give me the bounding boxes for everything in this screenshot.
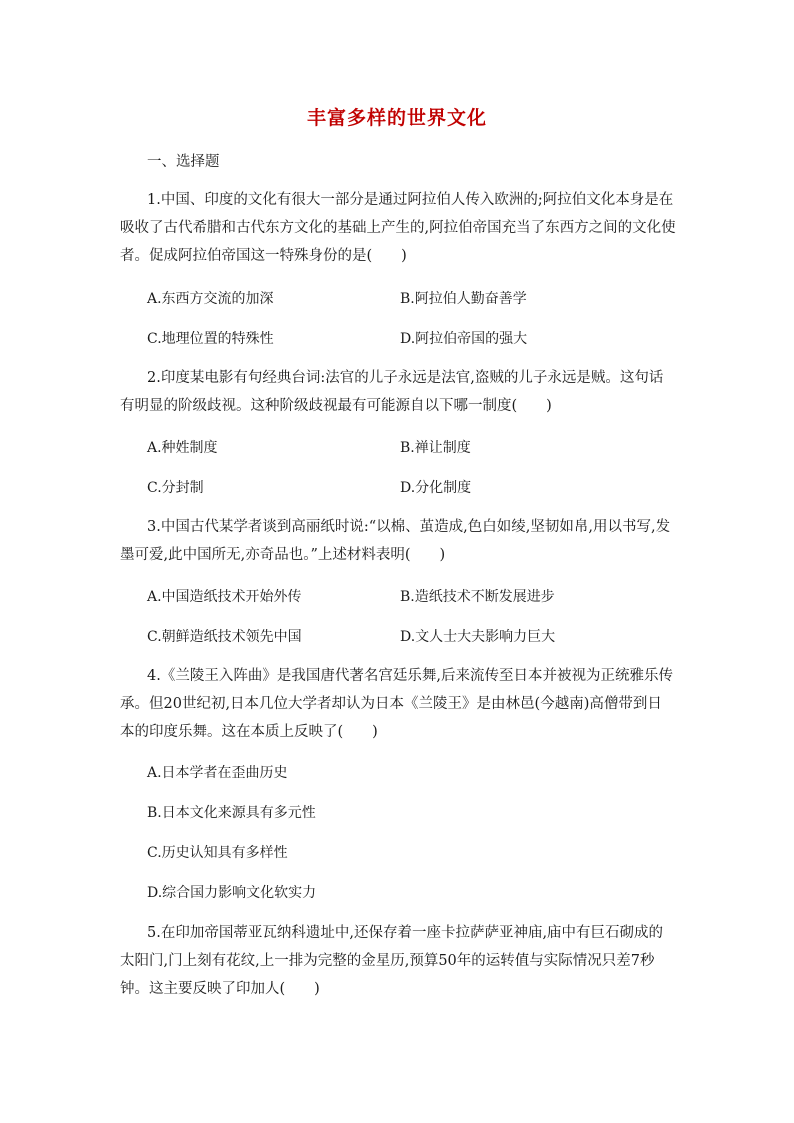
question-2-option-a: A.种姓制度 bbox=[147, 440, 218, 456]
question-1-option-a: A.东西方交流的加深 bbox=[147, 291, 274, 307]
question-4-option-d: D.综合国力影响文化软实力 bbox=[147, 885, 317, 901]
section-heading: 一、选择题 bbox=[147, 154, 220, 170]
question-4-stem: 4.《兰陵王入阵曲》是我国唐代著名宫廷乐舞,后来流传至日本并被视为正统雅乐传承。但20世纪初,日本几位大学者却认为日本《兰陵王》是由林邑(今越南)高僧带到日本的印度乐舞。这在本质上反映了( ) bbox=[120, 668, 673, 740]
question-3-stem: 3.中国古代某学者谈到高丽纸时说:“以棉、茧造成,色白如绫,坚韧如帛,用以书写,发墨可爱,此中国所无,亦奇品也。”上述材料表明( ) bbox=[120, 519, 671, 563]
question-4-option-a: A.日本学者在歪曲历史 bbox=[147, 765, 288, 781]
question-1-stem: 1.中国、印度的文化有很大一部分是通过阿拉伯人传入欧洲的;阿拉伯文化本身是在吸收了古代希腊和古代东方文化的基础上产生的,阿拉伯帝国充当了东西方之间的文化使者。促成阿拉伯帝国这一特殊身份的是( ) bbox=[120, 192, 676, 264]
question-3-option-d: D.文人士大夫影响力巨大 bbox=[400, 629, 556, 645]
question-3-option-c: C.朝鲜造纸技术领先中国 bbox=[147, 629, 302, 645]
question-1-option-d: D.阿拉伯帝国的强大 bbox=[400, 331, 528, 347]
question-2-option-d: D.分化制度 bbox=[400, 480, 472, 496]
document-title: 丰富多样的世界文化 bbox=[306, 107, 487, 129]
question-4-option-c: C.历史认知具有多样性 bbox=[147, 845, 288, 861]
question-3-option-b: B.造纸技术不断发展进步 bbox=[400, 589, 555, 605]
question-1-option-c: C.地理位置的特殊性 bbox=[147, 331, 274, 347]
question-3-option-a: A.中国造纸技术开始外传 bbox=[147, 589, 302, 605]
question-4-option-b: B.日本文化来源具有多元性 bbox=[147, 805, 316, 821]
question-2-stem: 2.印度某电影有句经典台词:法官的儿子永远是法官,盗贼的儿子永远是贼。这句话有明显的阶级歧视。这种阶级歧视最有可能源自以下哪一制度( ) bbox=[120, 370, 664, 414]
question-2-option-b: B.禅让制度 bbox=[400, 440, 471, 456]
question-1-option-b: B.阿拉伯人勤奋善学 bbox=[400, 291, 527, 307]
question-2-option-c: C.分封制 bbox=[147, 480, 204, 496]
question-5-stem: 5.在印加帝国蒂亚瓦纳科遗址中,还保存着一座卡拉萨萨亚神庙,庙中有巨石砌成的太阳门,门上刻有花纹,上一排为完整的金星历,预算50年的运转值与实际情况只差7秒钟。这主要反映了印加人( ) bbox=[120, 925, 664, 997]
